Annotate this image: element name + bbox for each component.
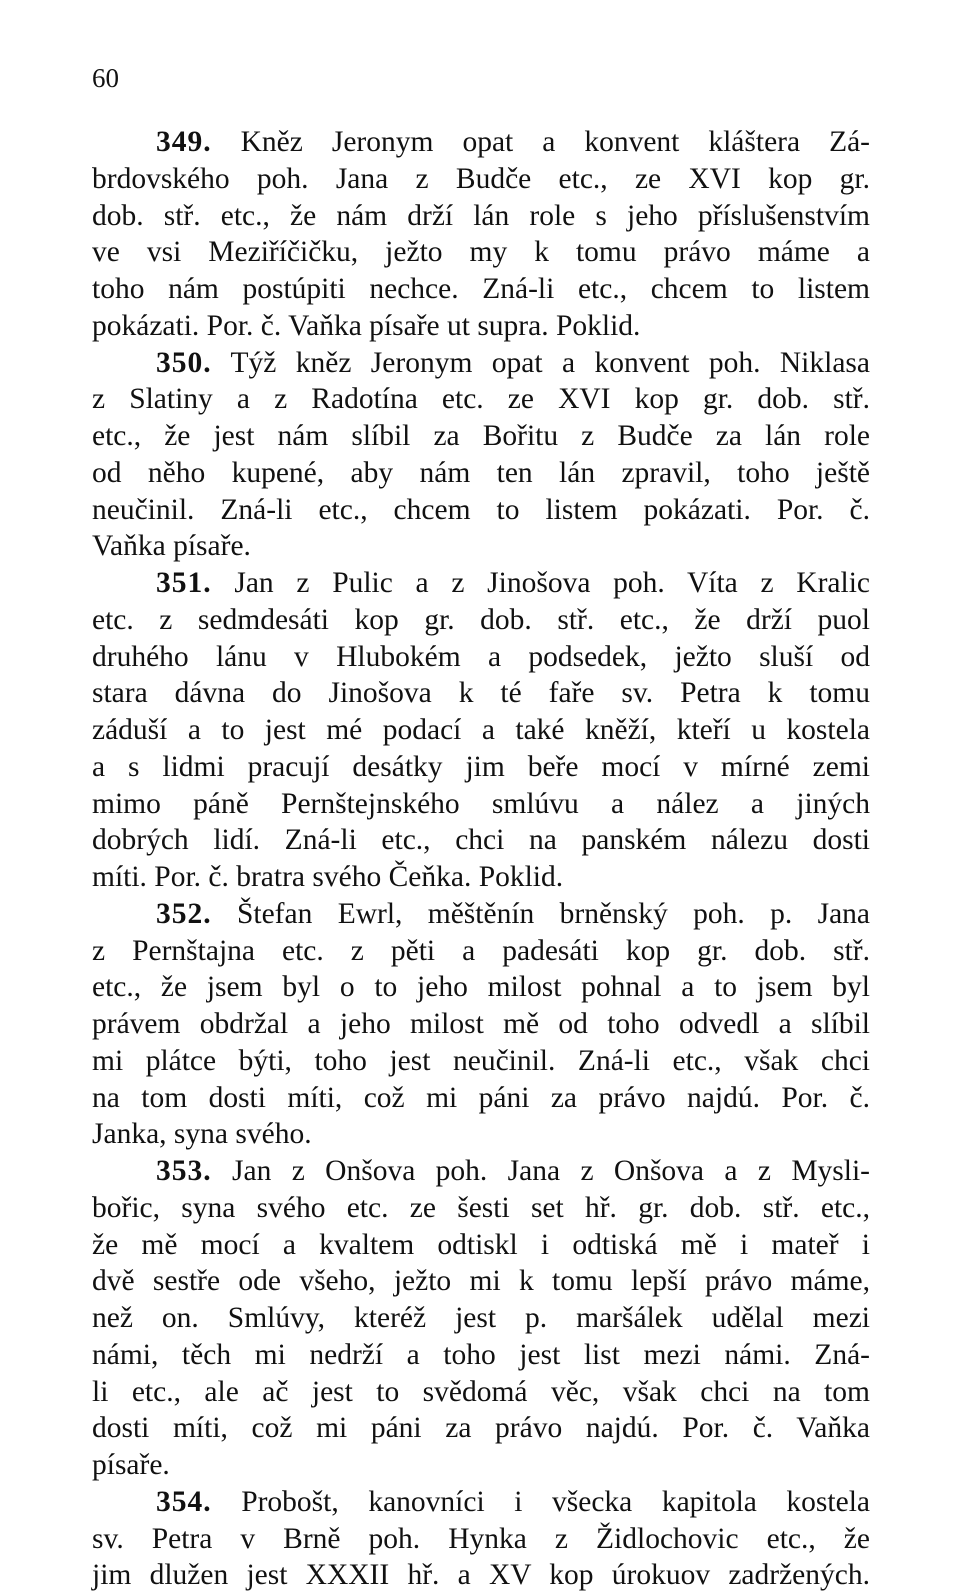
- entry-353-line-5: než on. Smlúvy, kteréž jest p. maršálek udělal mezi: [92, 1302, 870, 1334]
- entry-352-line-3: etc., že jsem byl o to jeho milost pohnal a to jsem byl: [92, 971, 870, 1004]
- page-number: 60: [92, 63, 119, 93]
- entry-351-line-6: a s lidmi pracují desátky jim beře mocí v mírné zemi: [92, 750, 870, 783]
- entry-349-line-4: ve vsi Meziříčičku, ježto my k tomu právo máme a: [92, 236, 870, 269]
- entry-number: 352.: [156, 897, 212, 930]
- entry-350-line-6: Vaňka písaře.: [92, 530, 251, 563]
- entry-353-line-7: li etc., ale ač jest to svědomá věc, však chci na tom: [92, 1375, 870, 1408]
- entry-350-line-3: etc., že jest nám slíbil za Bořitu z Budče za lán role: [92, 420, 870, 452]
- entry-352-line-5: mi plátce býti, toho jest neučinil. Zná-li etc., však chci: [92, 1044, 870, 1077]
- entry-350-line-2: z Slatiny a z Radotína etc. ze XVI kop gr. dob. stř.: [92, 383, 870, 416]
- entry-352-line-6: na tom dosti míti, což mi páni za právo najdú. Por. č.: [92, 1081, 870, 1114]
- entry-351-line-3: druhého lánu v Hlubokém a podsedek, ježto sluší od: [92, 640, 870, 673]
- entry-349-line-6: pokázati. Por. č. Vaňka písaře ut supra. Poklid.: [92, 309, 641, 342]
- entry-349-line-1: 349. Kněz Jeronym opat a konvent kláštera Zá-: [156, 126, 871, 158]
- entry-351-line-2: etc. z sedmdesáti kop gr. dob. stř. etc., že drží puol: [92, 603, 870, 636]
- entry-number: 351.: [156, 567, 212, 599]
- entry-353-line-4: dvě sestře ode všeho, ježto mi k tomu lepší právo máme,: [92, 1265, 870, 1298]
- entry-351-line-4: stara dávna do Jinošova k té faře sv. Petra k tomu: [92, 677, 870, 710]
- entry-352-line-7: Janka, syna svého.: [92, 1118, 312, 1151]
- entry-350-line-4: od něho kupené, aby nám ten lán zpravil, toho ještě: [92, 456, 870, 489]
- entry-353-line-3: že mě mocí a kvaltem odtiskl i odtiská mě i mateř i: [92, 1228, 870, 1261]
- entry-number: 354.: [156, 1485, 212, 1518]
- entry-349-line-5: toho nám postúpiti nechce. Zná-li etc., chcem to listem: [92, 273, 870, 305]
- entry-353-line-1: 353. Jan z Onšova poh. Jana z Onšova a z Mysli-: [156, 1155, 871, 1187]
- entry-350-line-1: 350. Týž kněz Jeronym opat a konvent poh. Niklasa: [156, 346, 870, 379]
- entry-353-line-9: písaře.: [92, 1449, 170, 1481]
- entry-number: 349.: [156, 126, 212, 158]
- entry-number: 353.: [156, 1155, 212, 1187]
- entry-349-line-2: brdovského poh. Jana z Budče etc., ze XVI kop gr.: [92, 162, 870, 195]
- entry-351-line-7: mimo páně Pernštejnského smlúvu a nález a jiných: [92, 787, 870, 820]
- entry-350-line-5: neučinil. Zná-li etc., chcem to listem pokázati. Por. č.: [92, 493, 870, 526]
- entry-354-line-2: sv. Petra v Brně poh. Hynka z Židlochovic etc., že: [92, 1522, 870, 1555]
- entry-354-line-1: 354. Probošt, kanovníci i všecka kapitola kostela: [156, 1485, 870, 1518]
- entry-number: 350.: [156, 346, 212, 379]
- entry-351-line-9: míti. Por. č. bratra svého Čeňka. Poklid.: [92, 861, 564, 893]
- entry-352-line-1: 352. Štefan Ewrl, měštěnín brněnský poh. p. Jana: [156, 897, 871, 930]
- entry-351-line-5: záduší a to jest mé podací a také kněží, kteří u kostela: [92, 714, 870, 746]
- entry-352-line-4: právem obdržal a jeho milost mě od toho odvedl a slíbil: [92, 1008, 870, 1040]
- entry-351-line-1: 351. Jan z Pulic a z Jinošova poh. Víta z Kralic: [156, 567, 870, 599]
- entry-349-line-3: dob. stř. etc., že nám drží lán role s jeho příslušenstvím: [92, 199, 870, 232]
- entry-353-line-2: bořic, syna svého etc. ze šesti set hř. gr. dob. stř. etc.,: [92, 1191, 870, 1224]
- entry-354-line-3: jim dlužen jest XXXII hř. a XV kop úrokuov zadržených.: [92, 1559, 870, 1592]
- entry-353-line-8: dosti míti, což mi páni za právo najdú. Por. č. Vaňka: [92, 1412, 870, 1445]
- body-text: [92, 124, 870, 1594]
- entry-352-line-2: z Pernštajna etc. z pěti a padesáti kop gr. dob. stř.: [92, 934, 870, 967]
- entry-353-line-6: námi, těch mi nedrží a toho jest list mezi námi. Zná-: [92, 1338, 870, 1371]
- entry-351-line-8: dobrých lidí. Zná-li etc., chci na panském nálezu dosti: [92, 824, 870, 857]
